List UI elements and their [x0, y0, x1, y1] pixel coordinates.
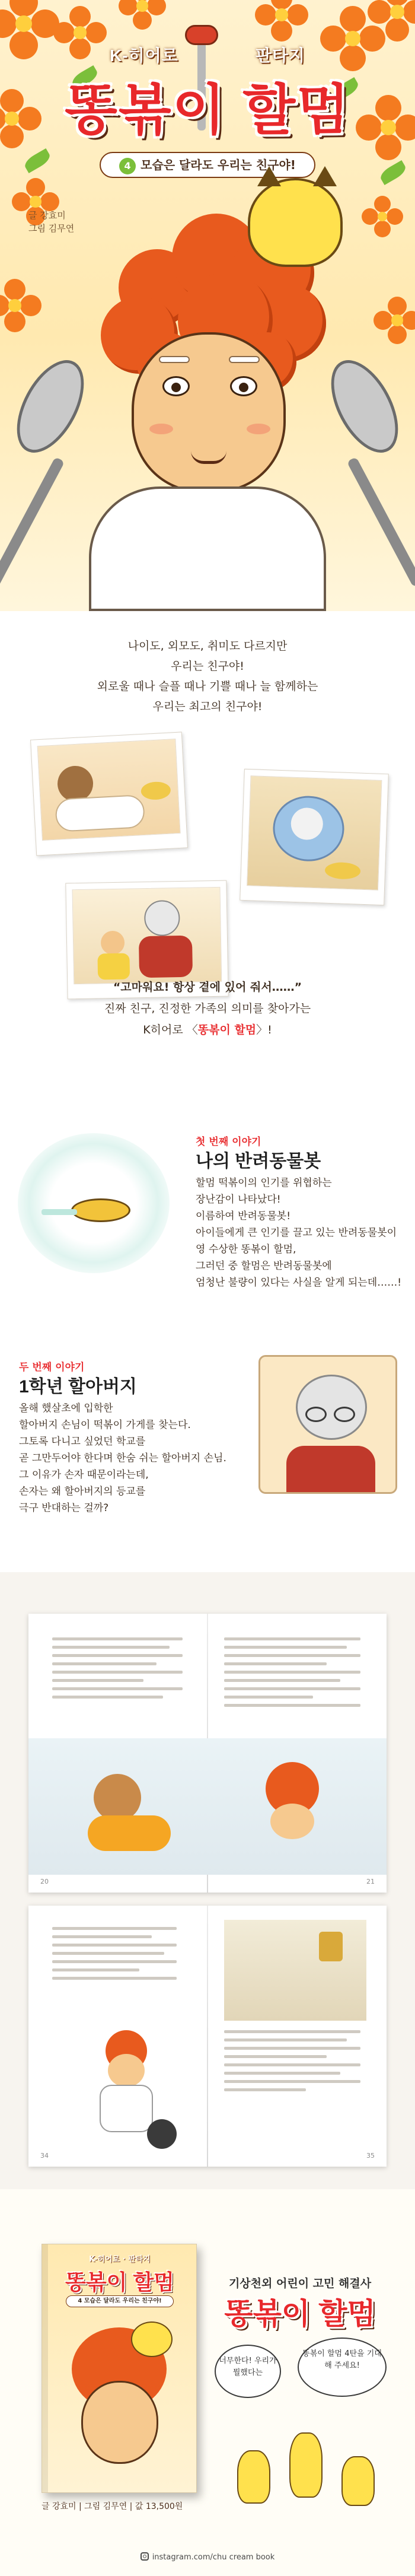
spoon-icon-left [3, 349, 97, 463]
credit-writer: 글 강효미 [28, 210, 66, 221]
flower-icon [374, 297, 415, 344]
book-cover-title: 똥볶이 할멈 [65, 2270, 174, 2294]
story-2-line: 곧 그만두어야 한다며 한숨 쉬는 할아버지 손님. [19, 1452, 226, 1464]
book-cover-kicker: K-히어로 · 판타지 [89, 2255, 151, 2264]
spoon-handle-right [347, 457, 415, 587]
cats-illustration [225, 2415, 385, 2521]
eye-right [230, 376, 257, 396]
spread-1-illustration [28, 1738, 387, 1875]
photo-grandma-wash [247, 775, 382, 891]
story-1-line: 장난감이 나타났다! [196, 1194, 281, 1206]
closing-suffix: 〉! [256, 1023, 272, 1036]
flower-icon [119, 0, 166, 30]
story-2-title: 1학년 할아버지 [19, 1377, 137, 1397]
page-number: 34 [40, 2152, 49, 2160]
sausage-icon [185, 25, 218, 45]
story-1-line: 할멈 떡볶이의 인기를 위협하는 [196, 1177, 332, 1189]
intro-line: 우리는 친구야! [171, 660, 244, 673]
story-1-illustration [18, 1133, 170, 1273]
book-credit: 글 강효미 | 그림 김무연 | 값 13,500원 [42, 2502, 183, 2511]
speech-bubble: 너무한다! 우리가 뭘했다는 [215, 2345, 281, 2398]
instagram-handle: instagram.com/chu cream book [152, 2553, 275, 2562]
yellow-cat-illustration [248, 178, 343, 267]
flower-icon [255, 0, 308, 42]
page-number: 35 [366, 2152, 375, 2160]
volume-badge: 4 [119, 158, 136, 174]
tagline: 기상천외 어린이 고민 해결사 [228, 2277, 372, 2290]
photo-grandpa-boy [72, 887, 222, 984]
leaf-icon [23, 148, 53, 173]
hero-cover [0, 0, 415, 611]
credits [28, 209, 74, 235]
credit-artist: 그림 김무연 [28, 223, 75, 234]
closing-brand: 똥볶이 할멈 [197, 1023, 257, 1036]
series-kicker-left: K-히어로 [110, 46, 178, 65]
grandma-shirt [89, 486, 326, 611]
story-1-line: 아이들에게 큰 인기를 끌고 있는 반려동물봇이 [196, 1227, 397, 1239]
cheek-left [149, 424, 173, 434]
story-2-line: 할아버지 손님이 떡볶이 가게를 찾는다. [19, 1419, 191, 1431]
story-2-line: 극구 반대하는 걸까? [19, 1502, 109, 1514]
eyebrow-right [229, 356, 260, 363]
volume-subtitle [100, 152, 315, 178]
book-summary [0, 2189, 415, 2576]
story-1-title: 나의 반려동물봇 [196, 1152, 321, 1171]
story-2-kicker: 두 번째 이야기 [19, 1362, 85, 1373]
cheek-right [247, 424, 270, 434]
eyebrow-left [159, 356, 190, 363]
flower-icon [0, 279, 42, 332]
page-number: 21 [366, 1878, 375, 1885]
story-1-line: 영 수상한 똥볶이 할멈, [196, 1244, 296, 1255]
book-cover-image [42, 2244, 197, 2493]
intro-line: 우리는 최고의 친구야! [152, 700, 263, 713]
photo-frame [240, 769, 389, 905]
stories-section [0, 1098, 415, 1572]
cat-ear-icon [313, 166, 337, 186]
photo-girl-sleeping [37, 739, 181, 841]
page-number: 20 [40, 1878, 49, 1885]
sample-pages [0, 1572, 415, 2189]
story-2-body [19, 1400, 244, 1516]
flower-icon [362, 196, 403, 237]
story-2-illustration [258, 1355, 397, 1494]
intro-text [0, 636, 415, 717]
story-1-line: 그러던 중 할멈은 반려동물봇에 [196, 1260, 332, 1272]
mouth [191, 451, 226, 464]
story-2-line: 올해 했살초에 입학한 [19, 1403, 113, 1414]
closing-line: 진짜 친구, 진정한 가족의 의미를 찾아가는 [104, 1002, 311, 1015]
intro-section [0, 611, 415, 1098]
closing-brand-line [0, 1019, 415, 1041]
intro-line: 나이도, 외모도, 취미도 다르지만 [127, 640, 288, 653]
spoon-handle-left [0, 457, 65, 587]
spread-2-left-illustration [70, 2018, 183, 2149]
speech-bubble: 똥볶이 할멈 4탄을 기대해 주세요! [298, 2338, 387, 2397]
story-1-body [196, 1175, 409, 1291]
quote-line: “고마워요! 항상 곁에 있어 줘서……” [113, 981, 302, 994]
instagram-icon [141, 2552, 149, 2561]
story-1-line: 엄청난 불량이 있다는 사실을 알게 되는데……! [196, 1277, 402, 1289]
story-2-line: 그토록 다니고 싶었던 학교를 [19, 1436, 146, 1448]
story-2-line: 그 이유가 손자 때문이라는데, [19, 1469, 149, 1481]
closing-quote [0, 977, 415, 1041]
book-title: 똥볶이 할멈 [65, 80, 350, 141]
series-kicker [0, 43, 415, 66]
subtitle-text: 모습은 달라도 우리는 친구야! [141, 158, 296, 172]
spoon-icon-right [317, 349, 411, 463]
sample-spread-2 [28, 1906, 387, 2167]
bottom-title: 똥볶이 할멈 [224, 2297, 376, 2330]
story-2-line: 손자는 왜 할아버지의 등교를 [19, 1486, 146, 1497]
photo-frame [30, 732, 188, 856]
grandma-face [132, 332, 286, 492]
closing-prefix: K히어로 〈 [143, 1023, 198, 1036]
story-1-line: 이름하여 반려동물봇! [196, 1210, 291, 1222]
instagram-link[interactable] [0, 2552, 415, 2562]
cat-ear-icon [257, 166, 281, 186]
intro-line: 외로울 때나 슬플 때나 기쁠 때나 늘 함께하는 [97, 680, 318, 693]
series-kicker-right: 판타지 [255, 46, 305, 65]
leaf-icon [378, 160, 408, 185]
spread-2-top-illustration [224, 1920, 366, 2021]
story-1-kicker: 첫 번째 이야기 [196, 1136, 261, 1148]
book-cover-subtitle: 4 모습은 달라도 우리는 친구야! [66, 2295, 174, 2307]
sample-spread-1 [28, 1614, 387, 1893]
eye-left [162, 376, 190, 396]
